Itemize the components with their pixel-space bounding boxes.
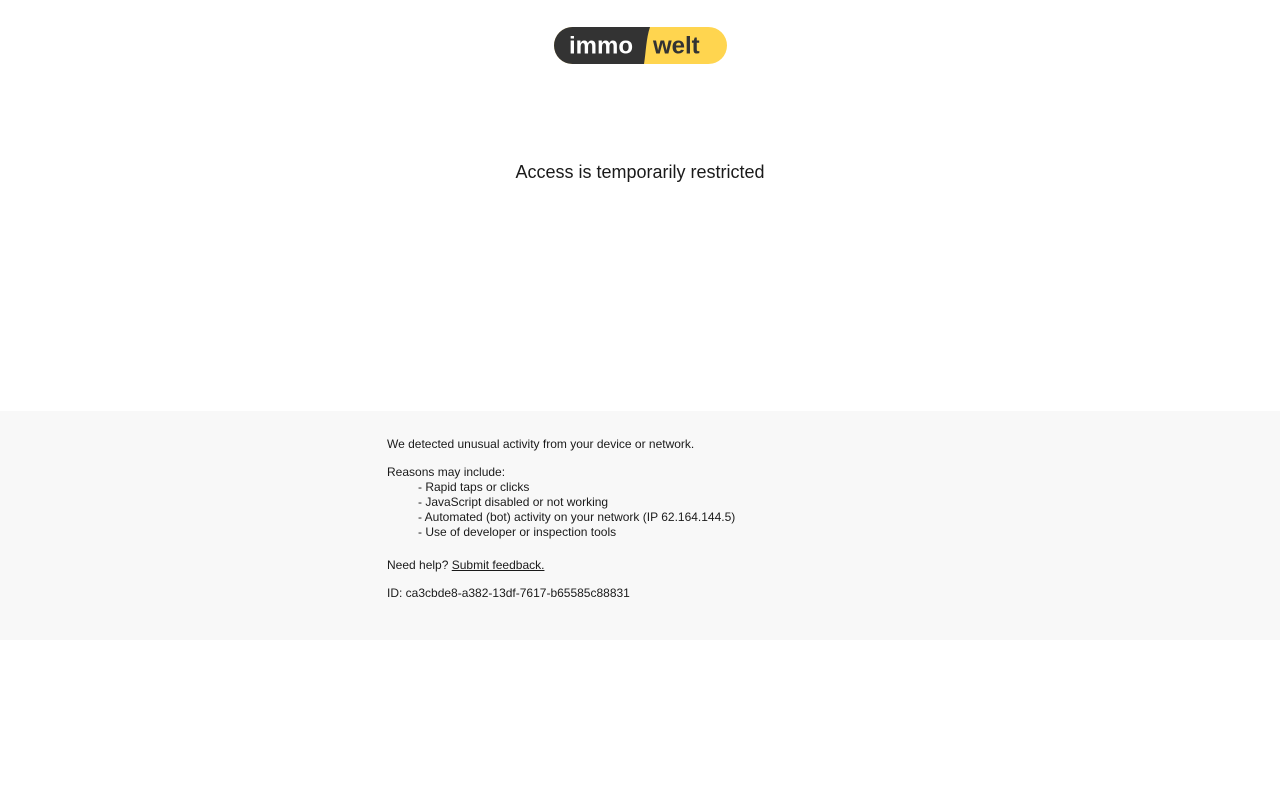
- list-item: - Rapid taps or clicks: [418, 480, 530, 494]
- help-prefix: Need help?: [387, 558, 449, 572]
- logo-text-immo: immo: [569, 32, 634, 60]
- info-panel: [0, 411, 1280, 640]
- logo-text-welt: welt: [653, 32, 700, 60]
- info-content: [387, 437, 907, 601]
- submit-feedback-link[interactable]: Submit feedback.: [451, 558, 545, 572]
- page-title: Access is temporarily restricted: [515, 162, 765, 182]
- help-line: [387, 558, 907, 573]
- list-item: - JavaScript disabled or not working: [418, 495, 609, 509]
- immowelt-logo[interactable]: [554, 27, 727, 64]
- request-id: ID: ca3cbde8-a382-13df-7617-b65585c88831: [387, 586, 630, 600]
- immowelt-logo-graphic: [554, 27, 727, 64]
- reasons-title: Reasons may include:: [387, 465, 506, 479]
- list-item: - Use of developer or inspection tools: [418, 525, 617, 539]
- detected-message: We detected unusual activity from your device or network.: [387, 437, 695, 451]
- list-item: - Automated (bot) activity on your network (IP 62.164.144.5): [418, 510, 736, 524]
- reasons-list: [387, 480, 907, 540]
